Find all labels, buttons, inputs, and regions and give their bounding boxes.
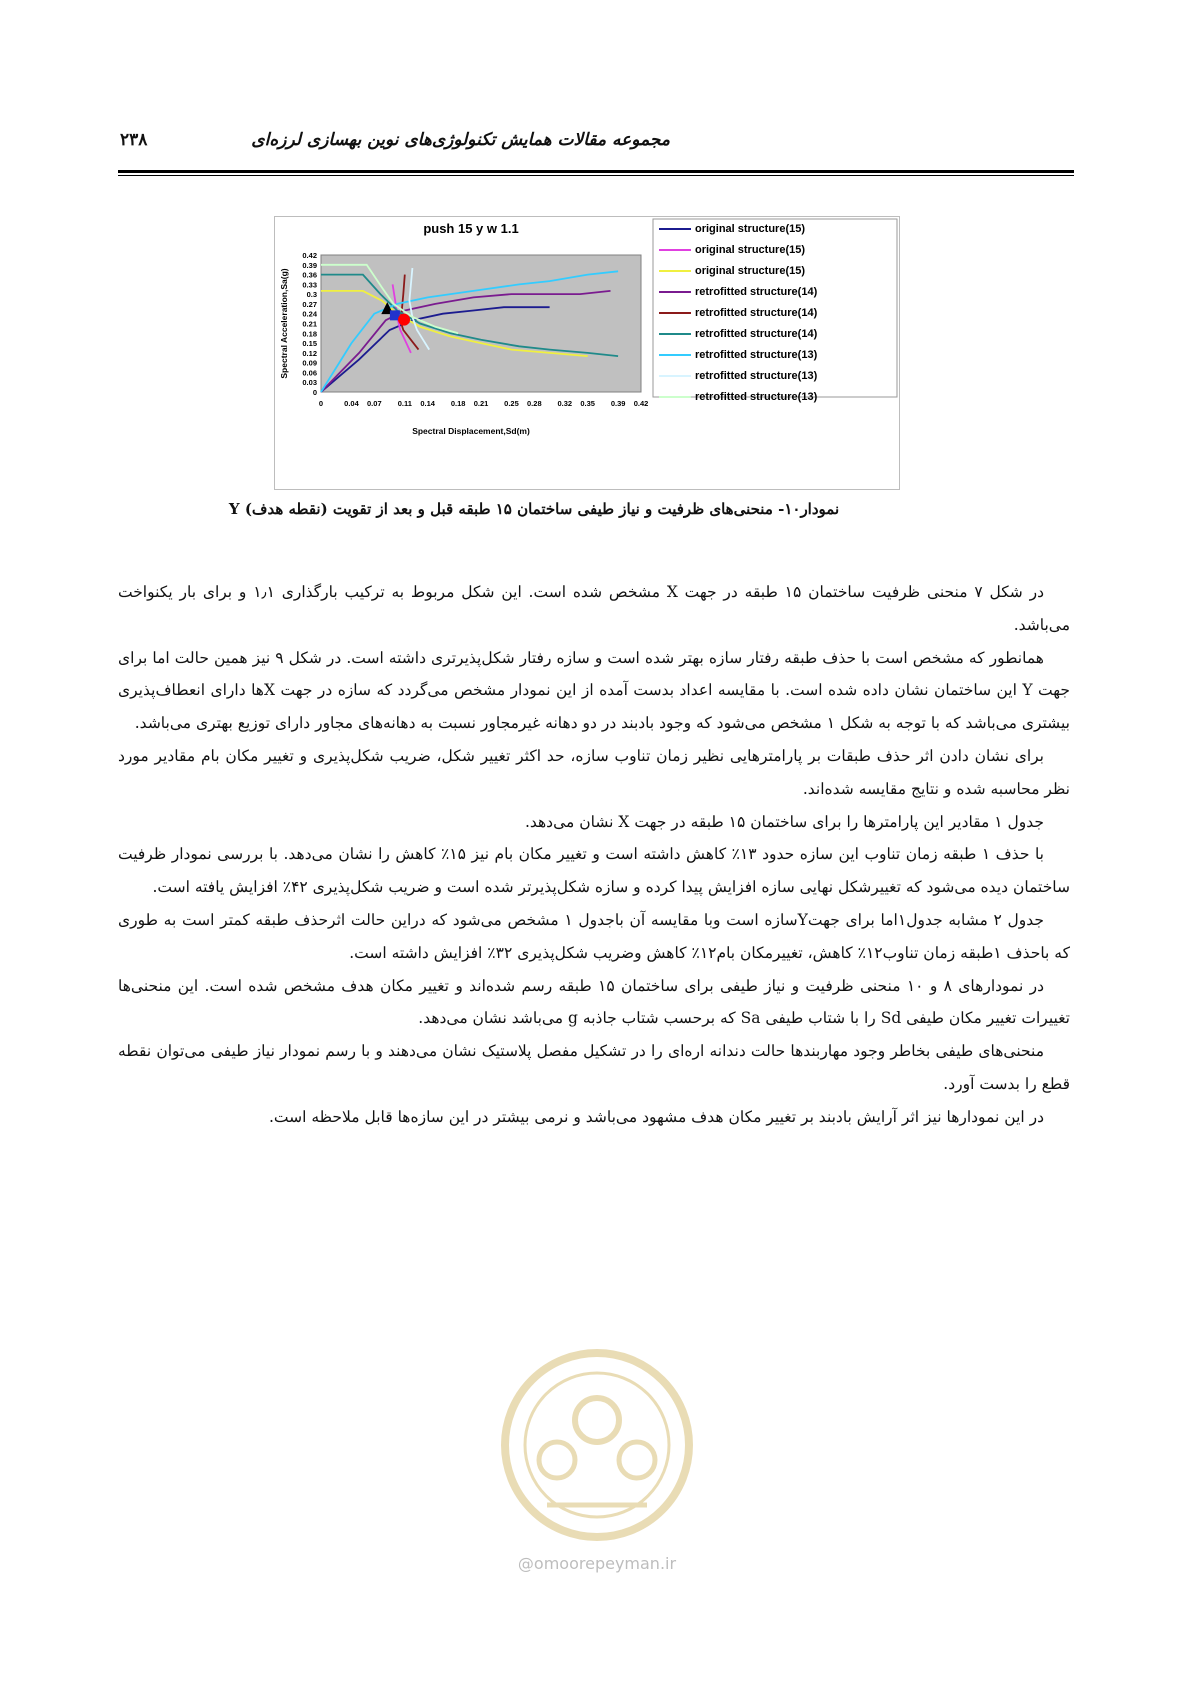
legend-entry: original structure(15) [695,223,806,235]
body-text [118,576,1070,1134]
x-tick-label: 0 [318,399,324,408]
legend-entry: retrofitted structure(13) [695,370,818,382]
legend-entry: retrofitted structure(13) [695,391,818,403]
watermark-seal-icon [487,1340,707,1550]
y-tick-label: 0.24 [302,309,317,319]
y-tick-label: 0 [312,388,317,397]
y-tick-label: 0.36 [302,270,317,280]
legend-entry: original structure(15) [695,244,806,256]
capacity-curve-chart [275,217,899,489]
plot-area [321,255,641,392]
y-tick-label: 0.21 [302,319,317,329]
x-tick-label: 0.39 [610,399,626,408]
chart-title: push 15 y w 1.1 [423,221,519,236]
x-tick-label: 0.04 [344,399,359,408]
y-axis-label: Spectral Acceleration,Sa(g) [279,268,289,379]
x-tick-label: 0.25 [504,399,519,408]
y-tick-label: 0.09 [302,358,317,368]
page-number: ۲۳۸ [120,130,148,150]
legend-entry: retrofitted structure(14) [695,286,818,298]
x-tick-label: 0.14 [420,399,435,408]
target-point-marker [398,314,410,326]
journal-title: مجموعه مقالات همایش تکنولوژی‌های نوین بهسازی لرزه‌ای [251,130,670,150]
paragraph: در نمودارهای ۸ و ۱۰ منحنی ظرفیت و نیاز طیفی برای ساختمان ۱۵ طبقه رسم شده‌اند و تغییر مکان هدف مشخص شده است. این منحنی‌ها تغییرات تغییر مکان طیفی Sd را با شتاب طیفی Sa که برحسب شتاب جاذبه g می‌باشد نشان می‌دهد. [118,976,1070,1028]
paragraph: در شکل ۷ منحنی ظرفیت ساختمان ۱۵ طبقه در جهت X مشخص شده است. این شکل مربوط به ترکیب بارگذاری ۱٫۱ و برای بار یکنواخت می‌باشد. [118,583,1070,634]
x-tick-label: 0.21 [473,399,489,408]
y-tick-label: 0.15 [302,339,317,349]
watermark [487,1340,707,1580]
figure-caption: نمودار۱۰- منحنی‌های ظرفیت و نیاز طیفی ساختمان ۱۵ طبقه قبل و بعد از تقویت (نقطه هدف) Y [228,500,840,518]
paragraph: در این نمودارها نیز اثر آرایش بادبند بر تغییر مکان هدف مشهود می‌باشد و نرمی بیشتر در این سازه‌ها قابل ملاحظه است. [269,1107,1044,1126]
legend-entry: retrofitted structure(14) [695,328,818,340]
y-tick-label: 0.3 [306,290,317,300]
legend-entry: retrofitted structure(14) [695,307,818,319]
paragraph: منحنی‌های طیفی بخاطر وجود مهاربندها حالت دندانه اره‌ای را در تشکیل مفصل پلاستیک نشان می‌دهند و با رسم نمودار نیاز طیفی می‌توان نقطه قطع را بدست آورد. [118,1042,1070,1093]
y-tick-label: 0.27 [302,299,317,309]
y-tick-label: 0.06 [302,368,317,378]
paragraph: برای نشان دادن اثر حذف طبقات بر پارامترهایی نظیر زمان تناوب سازه، حد اکثر تغییر شکل، ضریب شکل‌پذیری و تغییر مکان بام مقادیر مورد نظر محاسبه شده و نتایج مقایسه شده‌اند. [118,746,1070,798]
y-tick-label: 0.42 [302,251,317,260]
y-tick-label: 0.39 [302,260,317,270]
legend-entry: original structure(15) [695,265,806,277]
x-tick-label: 0.28 [527,399,542,408]
x-tick-label: 0.32 [557,399,573,408]
page-header [120,128,1070,168]
y-tick-label: 0.12 [302,348,317,358]
x-tick-label: 0.42 [633,399,649,408]
header-rule-thick [118,170,1074,173]
paragraph: همانطور که مشخص است با حذف طبقه رفتار سازه بهتر شده است و سازه رفتار شکل‌پذیرتری داشته است. در شکل ۹ نیز همین حالت اما برای جهت Y این ساختمان نشان داده شده است. با مقایسه اعداد بدست آمده از این نمودار مشخص می‌گردد که سازه در جهت Xها دارای انعطاف‌پذیری بیشتری می‌باشد که با توجه به شکل ۱ مشخص می‌شود که وجود بادبند در دو دهانه غیرمجاور نسبت به دهانه‌های مجاور دارای توزیع بهتری می‌باشد. [118,648,1070,733]
paragraph: جدول ۲ مشابه جدول۱اما برای جهتYسازه است وبا مقایسه آن باجدول ۱ مشخص می‌شود که دراین حالت اثرحذف طبقه کمتر است به طوری که باحذف ۱طبقه زمان تناوب۱۲٪ کاهش، تغییرمکان بام۱۲٪ کاهش وضریب شکل‌پذیری ۳۲٪ افزایش داشته است. [118,910,1070,962]
y-tick-label: 0.03 [302,378,317,388]
x-tick-label: 0.18 [450,399,466,408]
paragraph: جدول ۱ مقادیر این پارامترها را برای ساختمان ۱۵ طبقه در جهت X نشان می‌دهد. [524,812,1044,831]
paragraph: با حذف ۱ طبقه زمان تناوب این سازه حدود ۱۳٪ کاهش داشته است و تغییر مکان بام نیز ۱۵٪ کاهش را نشان می‌دهد. با بررسی نمودار ظرفیت ساختمان دیده می‌شود که تغییرشکل نهایی سازه افزایش پیدا کرده و سازه شکل‌پذیرتر شده است و ضریب شکل‌پذیری ۴۲٪ افزایش یافته است. [118,845,1070,897]
x-tick-label: 0.35 [580,399,595,408]
x-tick-label: 0.07 [367,399,382,408]
watermark-text: @omoorepeyman.ir [517,1554,677,1573]
legend-entry: retrofitted structure(13) [695,349,818,361]
header-rule-thin [118,175,1074,176]
chart-figure [274,216,900,490]
y-tick-label: 0.18 [302,329,317,339]
y-tick-label: 0.33 [302,280,317,290]
x-tick-label: 0.11 [397,399,412,408]
x-axis-label: Spectral Displacement,Sd(m) [412,426,530,436]
